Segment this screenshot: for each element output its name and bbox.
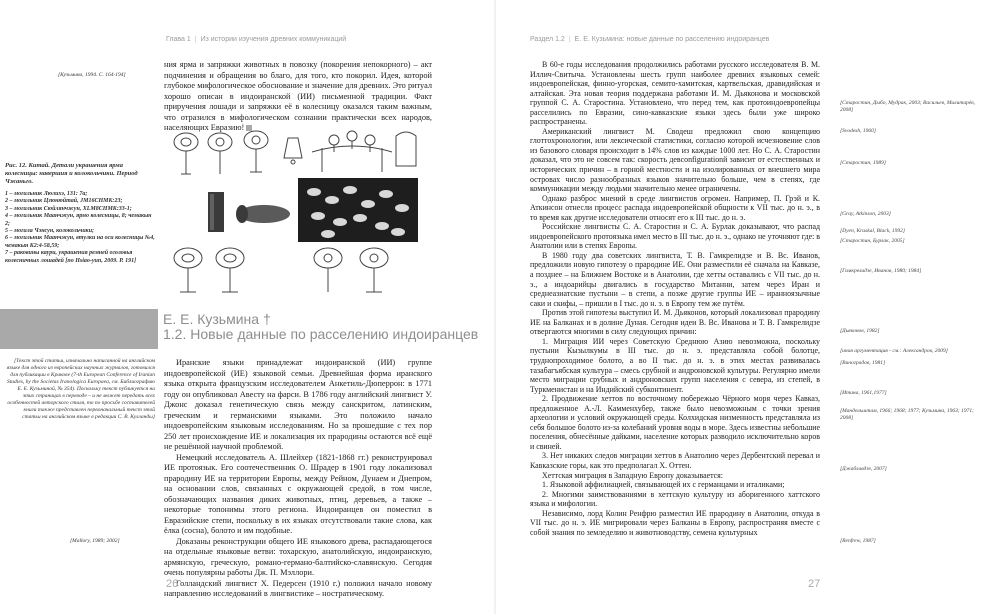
margin-reference: [иная аргументация - см.: Александров, 2009] bbox=[840, 348, 948, 354]
running-head bbox=[166, 36, 346, 43]
section-title: 1.2. Новые данные по расселению индоиранцев bbox=[163, 326, 479, 342]
figure-caption bbox=[5, 162, 155, 265]
margin-reference: [Виноградов, 1981] bbox=[840, 360, 886, 366]
caption-item: 5 – могила Чэнсун, колокольчики; bbox=[5, 228, 95, 235]
page-number: 27 bbox=[808, 578, 821, 590]
separator: | bbox=[194, 36, 197, 43]
top-text bbox=[164, 60, 432, 134]
chapter-label: Глава 1 bbox=[166, 36, 191, 43]
figure-12 bbox=[164, 126, 432, 298]
cowrie-shells-photo bbox=[298, 178, 418, 242]
paragraph: Однако разброс мнений в среде лингвистов огромен. Например, П. Грэй и К. Аткинсон отнесли процесс распада индоевропейской общности к VII тыс. до н. э., в то время как другие исследователи относят его к III тыс. до н. э. bbox=[530, 193, 820, 222]
caption-title: Рис. 12. Китай. Детали украшения ярма колесницы: навершия и колокольчики. Период Чжаньго. bbox=[5, 162, 138, 185]
section-marker-bar bbox=[0, 309, 158, 349]
margin-reference: [Старостин, Дыбо, Мудрак, 2003; Васильев, Милитарёв, 2008] bbox=[840, 100, 976, 113]
paragraph: Независимо, лорд Колин Ренфрю разместил ИЕ прародину в Анатолии, откуда в VII тыс. до н. э. ИЕ мигрировали через Балканы в Европу, распространяя вместе с собой знания по земледелию и животноводству, семена культурных bbox=[530, 508, 820, 537]
paragraph: Американский лингвист М. Сводеш предложил свою концепцию глоттохронологии, или лексической статистики, согласно которой исчезновение слов из базового словаря происходит в 14% слов из каждые 1000 лет. Но С. А. Старостин доказал, что это не совсем так: скорость девconfigurationй зависит от естественных и историческиx причин – в горной местности и на изолированных от внешнего мира островах число разнообразных языков значительно больше, чем в степях, где коммуникации между людьми значительно менее ограничены. bbox=[530, 126, 820, 194]
author-name: Е. Е. Кузьмина † bbox=[163, 311, 271, 327]
caption-item: 3 – могильник Сюйлянчжун, XLM8CHMK:33-1; bbox=[5, 205, 132, 212]
margin-reference: [Renfrew, 1987] bbox=[840, 538, 876, 544]
bottom-reference: [Mallory, 1989; 2002] bbox=[70, 538, 120, 544]
margin-reference: [Мандельштам, 1966; 1968; 1977; Кузьмина, 1963; 1971; 2008] bbox=[840, 408, 974, 421]
paragraph: Хеттская миграция в Западную Европу доказывается: bbox=[542, 470, 723, 480]
margin-reference: [Gray, Atkinson, 2003] bbox=[840, 211, 891, 217]
margin-reference: [Джаблавдзе, 2007] bbox=[840, 466, 887, 472]
margin-reference: [Старостин, 1989] bbox=[840, 160, 886, 166]
margin-reference: [Svodesh, 1960] bbox=[840, 128, 877, 134]
separator: | bbox=[568, 36, 571, 43]
margin-reference: [Дьяконов, 1982] bbox=[840, 328, 880, 334]
running-head bbox=[530, 36, 769, 43]
paragraph: Голландский лингвист Х. Педерсен (1910 г.) положил начало новому направлению исследований в лингвистике – ностратическому. bbox=[164, 578, 432, 598]
ornament-drawings bbox=[164, 242, 294, 298]
paragraph: Против этой гипотезы выступил И. М. Дьяконов, который локализовал прародину ИЕ на Балканах и в долине Дуная. Сегодня идеи В. Вс. Иванова и Т. В. Гамкрелидзе отвергаются многими в силу следующих причин: bbox=[530, 308, 820, 337]
paragraph: Российские лингвисты С. А. Старостин и С. А. Бурлак доказывают, что распад индоевропейского протоязыка имел место в III тыс. до н. э., однако не уточняют где: в Анатолии или в степях Европы. bbox=[530, 222, 820, 251]
margin-reference: [Старостин, Бурлак, 2005] bbox=[840, 238, 905, 244]
caption-item: 2 – могильник Цзюнюйтай, JM16CHMK:23; bbox=[5, 198, 123, 205]
page-number: 26 bbox=[166, 578, 179, 590]
paragraph: Немецкий исследователь А. Шлейхер (1821-1868 гг.) реконструировал ИЕ протоязык. Его соотечественник О. Шрадер в 1901 году локализовал прародину ИЕ на территории Европы, между Рейном, Дунаем и Днепром, на основании слов, связанных с окружающей средой, в том числе, обозначающих названия диких животных, птиц, деревьев, а также – некоторые топонимы этого региона. Индоиранцев он поместил в Евразийские степи, поскольку в их языках отсутствовали такие слова, как ёлка (сосна), болото и им подобные. bbox=[164, 452, 432, 535]
margin-reference: [Итина, 1961,1977] bbox=[840, 390, 887, 396]
chapter-title: Из истории изучения древних коммуникаций bbox=[200, 36, 347, 43]
paragraph: 1. Языковой аффилиацией, связывающей их с германцами и италиками; bbox=[542, 480, 785, 490]
caption-item: 4 – могильник Маанчжун, ярмо колесницы, 8; чемакын 2; bbox=[5, 213, 152, 227]
ornament-drawings bbox=[304, 244, 424, 298]
bronze-fittings-photo bbox=[164, 188, 294, 238]
caption-item: 6 – могильник Маанчжун, втулки на оси колесницы №4, чемакын K2:4-58,59; bbox=[5, 235, 155, 249]
caption-item: 1 – могильник Люлихэ, 131: 7а; bbox=[5, 191, 88, 197]
section-running-title: Е. Е. Кузьмина: новые данные по расселению индоиранцев bbox=[574, 36, 770, 43]
caption-item: 7 – раковины каури, украшения ремней оголовья колесничных лошадей [по Hsiao-yun, 2009. P. 191] bbox=[5, 250, 137, 264]
paragraph: 3. Нет никаких следов миграции хеттов в Анатолию через Дербентский перевал и Кавказские горы, как это предполагал Х. Оттен. bbox=[530, 451, 820, 470]
paragraph: В 60-е годы исследования продолжились работами русского исследователя В. М. Иллич-Свитыча. Установлены шесть групп наиболее древних языковых семей: индоевропейская, финно-угорская, семито-хамитская, картвельская, дравидийская и алтайская. Эта новая теория поддержана работами И. М. Дьяконова и московской группой С. А. Старостина. Установлено, что перед тем, как протоиндоевропейцы расселились по Евразии, сино-кавказские языки здесь были уже широко распространены. bbox=[530, 60, 820, 127]
paragraph: В 1980 году два советских лингвиста, Т. В. Гамкрелидзе и В. Вс. Иванов, предложили новую гипотезу о прародине ИЕ. Они разместили её сначала на Кавказе, а позднее – на Ближнем Востоке и в Анатолии, где хетты оставались с VII тыс. до н. э., а индоарийцы двигались в государство Митанни, затем через Иран и среднеазиатские пустыни – в степи, а позже другие группы ИЕ – иранноязычные саки и скифы, – пришли в I тыс. до н. э. в Европу тем же путём. bbox=[530, 250, 820, 308]
main-text bbox=[164, 358, 432, 600]
main-text bbox=[530, 60, 820, 537]
paragraph: ния ярма и запряжки животных в повозку (покорения непокорного) – акт подчинения и обращения во благо, для того, кто покорил. Идея, которой глубокое мифологическое обоснование и значение для древних. Это ритуал хорошо описан в индоиранской (ИИ) письменной традиции. Факт приручения лошади и запряжки её в колесницу оказался таким важным, что отразился в мифологическом сознании практически всех народов, населяющих Евразию! bbox=[164, 60, 432, 132]
paragraph: 2. Многими заимствованиями в хеттскую культуру из аборигенного хаттского языка и мифологии. bbox=[530, 489, 820, 509]
top-reference: [Кузьмина, 1994. С. 164-194] bbox=[58, 72, 126, 78]
section-label: Раздел 1.2 bbox=[530, 36, 565, 43]
margin-reference: [Гамкрелидзе, Иванов, 1980; 1984] bbox=[840, 268, 922, 274]
paragraph: 2. Продвижение хеттов по восточному побережью Чёрного моря через Кавказ, предложенное А.-Л. Камменхубер, также было невозможным с точки зрения археологии и условий окружающей среды. Колхидская низменность представляла из себя большое болото из-за колебаний уровня воды в море. Здесь известны небольшие поселения, обнесённые дайками, население которых разводило исключительно коров и свиней. bbox=[530, 394, 820, 451]
side-note: [Текст этой статьи, изначально написанной на английском языке для одного из европейских научных журналов, готовился для публикации в Кракове (7-th European Conference of Iranian Studies, by the Societas Iranologica Europaea, см. Библиографию Е. Е. Кузьминой, № 354). Поскольку текст публикуется на этих страницах в переводе – и не может передать всех особенностей авторского стиля, то по просьбе составителей книги также представлен первоначальный текст этой статьи на английском языке в редакции С. В. Кулланды] bbox=[6, 358, 155, 420]
paragraph: 1. Миграция ИИ через Советскую Среднюю Азию невозможна, поскольку пустыни Кызылкумы в III тыс. до н. э. представляла собой болотце, труднопроходимое болото, а во II тыс. до н. э. в этих местах развивалась тазабагъябская культура – смесь срубной и андроновской культуры. Регулярно имели место миграции срубных и андроновских групп населения с севера, из степей, в Туркменистан и на Индийский субконтинент. bbox=[530, 336, 820, 394]
paragraph: Доказаны реконструкции общего ИЕ языкового древа, распадающегося на отдельные языковые ветви: тохарскую, анатолийскую, индоиранскую, армянскую, греческую, романо-германо-балтийско-славянскую. Сегодня очень популярны работы Дж. П. Мэллори. bbox=[164, 536, 432, 577]
margin-reference: [Dyen, Kruskal, Black, 1992] bbox=[840, 228, 906, 234]
paragraph: Иранские языки принадлежат индоиранской (ИИ) группе индоевропейской (ИЕ) языковой семьи. Древнейшая форма иранского языка открыта французским исследователем Анкетиль-Дюперрон: в 1771 году он опубликовал Авесту на фарси. В 1786 году английский лингвист У. Джонс доказал генетическую связь между санскритом, латинским, греческим и германскими языками. Это положило начало индоевропейским языковым исследованиям. Но за прошедшие с тех пор 250 лет происхождение ИЕ и локализация их прародины остаются всё ещё не решённой научной проблемой. bbox=[164, 358, 432, 451]
right-page bbox=[496, 0, 991, 614]
